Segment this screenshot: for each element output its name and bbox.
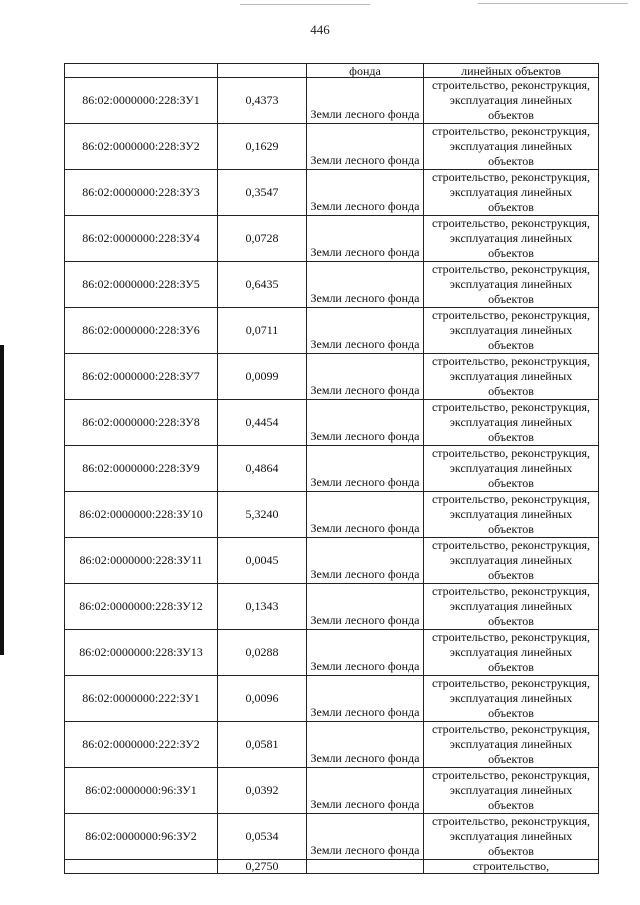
land-category-cell: Земли лесного фонда — [307, 492, 424, 538]
cadastral-number-cell: 86:02:0000000:228:ЗУ8 — [65, 400, 218, 446]
cadastral-number-cell: 86:02:0000000:96:ЗУ1 — [65, 768, 218, 814]
area-cell: 0,0534 — [218, 814, 307, 860]
land-category-cell: Земли лесного фонда — [307, 630, 424, 676]
cadastral-number-cell: 86:02:0000000:228:ЗУ3 — [65, 170, 218, 216]
purpose-cell: строительство, реконструкция, эксплуатация линейных объектов — [424, 492, 599, 538]
purpose-cell: строительство, — [424, 860, 599, 874]
purpose-cell: строительство, реконструкция, эксплуатация линейных объектов — [424, 78, 599, 124]
table-row — [65, 538, 599, 584]
cadastral-number-cell: 86:02:0000000:96:ЗУ2 — [65, 814, 218, 860]
land-category-cell: Земли лесного фонда — [307, 124, 424, 170]
table-row — [65, 630, 599, 676]
land-category-cell: Земли лесного фонда — [307, 768, 424, 814]
table-row — [65, 216, 599, 262]
purpose-cell: линейных объектов — [424, 64, 599, 78]
table-row — [65, 768, 599, 814]
cadastral-number-cell — [65, 860, 218, 874]
cadastral-number-cell: 86:02:0000000:228:ЗУ5 — [65, 262, 218, 308]
cadastral-number-cell: 86:02:0000000:228:ЗУ12 — [65, 584, 218, 630]
area-cell: 0,1343 — [218, 584, 307, 630]
purpose-cell: строительство, реконструкция, эксплуатация линейных объектов — [424, 584, 599, 630]
area-cell: 0,1629 — [218, 124, 307, 170]
cadastral-number-cell: 86:02:0000000:228:ЗУ11 — [65, 538, 218, 584]
cadastral-number-cell: 86:02:0000000:228:ЗУ2 — [65, 124, 218, 170]
table-row — [65, 308, 599, 354]
cadastral-number-cell: 86:02:0000000:228:ЗУ7 — [65, 354, 218, 400]
cadastral-number-cell: 86:02:0000000:222:ЗУ1 — [65, 676, 218, 722]
table-row — [65, 170, 599, 216]
purpose-cell: строительство, реконструкция, эксплуатация линейных объектов — [424, 400, 599, 446]
area-cell — [218, 64, 307, 78]
area-cell: 0,2750 — [218, 860, 307, 874]
purpose-cell: строительство, реконструкция, эксплуатация линейных объектов — [424, 308, 599, 354]
land-category-cell: Земли лесного фонда — [307, 216, 424, 262]
land-category-cell — [307, 860, 424, 874]
table-row-partial — [65, 860, 599, 874]
table-row — [65, 676, 599, 722]
purpose-cell: строительство, реконструкция, эксплуатация линейных объектов — [424, 538, 599, 584]
purpose-cell: строительство, реконструкция, эксплуатация линейных объектов — [424, 768, 599, 814]
land-category-cell: Земли лесного фонда — [307, 170, 424, 216]
purpose-cell: строительство, реконструкция, эксплуатация линейных объектов — [424, 630, 599, 676]
land-category-cell: Земли лесного фонда — [307, 584, 424, 630]
cadastral-number-cell: 86:02:0000000:228:ЗУ4 — [65, 216, 218, 262]
land-category-cell: Земли лесного фонда — [307, 78, 424, 124]
area-cell: 0,0392 — [218, 768, 307, 814]
land-category-cell: Земли лесного фонда — [307, 262, 424, 308]
area-cell: 0,3547 — [218, 170, 307, 216]
table-row-continuation — [65, 64, 599, 78]
table-row — [65, 814, 599, 860]
table-row — [65, 354, 599, 400]
scan-edge-bar — [0, 345, 4, 655]
purpose-cell: строительство, реконструкция, эксплуатация линейных объектов — [424, 722, 599, 768]
cadastral-number-cell: 86:02:0000000:228:ЗУ6 — [65, 308, 218, 354]
land-category-cell: Земли лесного фонда — [307, 676, 424, 722]
land-category-cell: Земли лесного фонда — [307, 538, 424, 584]
land-category-cell: Земли лесного фонда — [307, 814, 424, 860]
area-cell: 0,4864 — [218, 446, 307, 492]
table-row — [65, 124, 599, 170]
purpose-cell: строительство, реконструкция, эксплуатация линейных объектов — [424, 676, 599, 722]
purpose-cell: строительство, реконструкция, эксплуатация линейных объектов — [424, 262, 599, 308]
land-category-cell: Земли лесного фонда — [307, 308, 424, 354]
purpose-cell: строительство, реконструкция, эксплуатация линейных объектов — [424, 216, 599, 262]
purpose-cell: строительство, реконструкция, эксплуатация линейных объектов — [424, 354, 599, 400]
table-row — [65, 78, 599, 124]
land-category-cell: фонда — [307, 64, 424, 78]
area-cell: 0,0099 — [218, 354, 307, 400]
area-cell: 0,0045 — [218, 538, 307, 584]
table-row — [65, 400, 599, 446]
land-category-cell: Земли лесного фонда — [307, 446, 424, 492]
cadastral-number-cell: 86:02:0000000:228:ЗУ13 — [65, 630, 218, 676]
table-row — [65, 446, 599, 492]
area-cell: 0,0288 — [218, 630, 307, 676]
table-row — [65, 262, 599, 308]
land-category-cell: Земли лесного фонда — [307, 354, 424, 400]
area-cell: 0,4373 — [218, 78, 307, 124]
purpose-cell: строительство, реконструкция, эксплуатация линейных объектов — [424, 170, 599, 216]
purpose-cell: строительство, реконструкция, эксплуатация линейных объектов — [424, 124, 599, 170]
land-plots-table — [64, 63, 599, 874]
table-body — [65, 64, 599, 874]
page-number: 446 — [310, 22, 330, 37]
purpose-cell: строительство, реконструкция, эксплуатация линейных объектов — [424, 446, 599, 492]
land-category-cell: Земли лесного фонда — [307, 722, 424, 768]
cadastral-number-cell: 86:02:0000000:222:ЗУ2 — [65, 722, 218, 768]
scan-speckle — [240, 4, 370, 5]
area-cell: 0,0711 — [218, 308, 307, 354]
land-category-cell: Земли лесного фонда — [307, 400, 424, 446]
area-cell: 0,6435 — [218, 262, 307, 308]
area-cell: 5,3240 — [218, 492, 307, 538]
table-row — [65, 584, 599, 630]
area-cell: 0,4454 — [218, 400, 307, 446]
table-row — [65, 492, 599, 538]
area-cell: 0,0096 — [218, 676, 307, 722]
scan-speckle — [478, 3, 628, 4]
cadastral-number-cell: 86:02:0000000:228:ЗУ10 — [65, 492, 218, 538]
cadastral-number-cell: 86:02:0000000:228:ЗУ9 — [65, 446, 218, 492]
cadastral-number-cell — [65, 64, 218, 78]
cadastral-number-cell: 86:02:0000000:228:ЗУ1 — [65, 78, 218, 124]
purpose-cell: строительство, реконструкция, эксплуатация линейных объектов — [424, 814, 599, 860]
area-cell: 0,0728 — [218, 216, 307, 262]
area-cell: 0,0581 — [218, 722, 307, 768]
table-row — [65, 722, 599, 768]
